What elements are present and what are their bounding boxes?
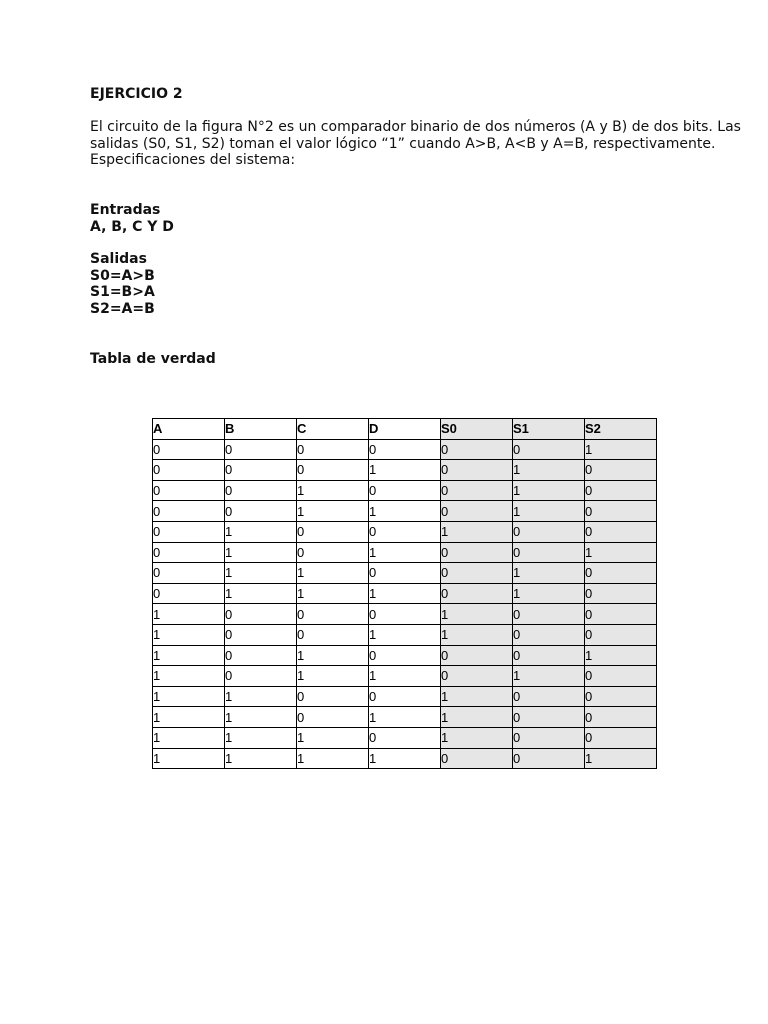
table-cell-s1: 0 [513, 645, 585, 666]
truth-table [152, 418, 657, 769]
truth-table-title: Tabla de verdad [90, 351, 216, 367]
table-cell-b: 0 [225, 480, 297, 501]
table-cell-a: 1 [153, 727, 225, 748]
table-cell-s0: 0 [441, 645, 513, 666]
table-cell-a: 0 [153, 542, 225, 563]
table-cell-b: 0 [225, 645, 297, 666]
output-definition: S0=A>B [90, 267, 155, 284]
table-cell-s2: 0 [585, 707, 657, 728]
table-cell-s1: 0 [513, 686, 585, 707]
table-cell-d: 0 [369, 480, 441, 501]
table-cell-b: 1 [225, 521, 297, 542]
table-cell-c: 0 [297, 542, 369, 563]
table-cell-a: 0 [153, 480, 225, 501]
table-cell-d: 1 [369, 707, 441, 728]
table-cell-a: 1 [153, 686, 225, 707]
table-cell-s0: 1 [441, 604, 513, 625]
table-cell-s2: 1 [585, 542, 657, 563]
table-row [153, 563, 657, 584]
table-cell-s0: 0 [441, 583, 513, 604]
table-cell-d: 1 [369, 460, 441, 481]
table-cell-s0: 0 [441, 439, 513, 460]
table-cell-c: 1 [297, 645, 369, 666]
table-cell-c: 0 [297, 604, 369, 625]
output-definition: S2=A=B [90, 300, 155, 317]
exercise-title: EJERCICIO 2 [90, 86, 183, 102]
table-cell-c: 1 [297, 748, 369, 769]
table-cell-b: 1 [225, 583, 297, 604]
table-cell-c: 0 [297, 707, 369, 728]
table-cell-c: 0 [297, 460, 369, 481]
table-cell-d: 0 [369, 521, 441, 542]
table-cell-c: 0 [297, 686, 369, 707]
table-cell-a: 1 [153, 707, 225, 728]
table-row [153, 460, 657, 481]
table-cell-s1: 0 [513, 707, 585, 728]
table-cell-a: 0 [153, 521, 225, 542]
table-cell-d: 0 [369, 727, 441, 748]
table-cell-s1: 1 [513, 583, 585, 604]
table-cell-d: 1 [369, 501, 441, 522]
table-cell-a: 0 [153, 460, 225, 481]
column-header-s1: S1 [513, 419, 585, 440]
table-row [153, 480, 657, 501]
table-cell-s2: 0 [585, 666, 657, 687]
inputs-section [90, 202, 174, 235]
table-cell-b: 1 [225, 748, 297, 769]
table-cell-s2: 0 [585, 480, 657, 501]
table-cell-a: 0 [153, 563, 225, 584]
table-cell-b: 0 [225, 460, 297, 481]
outputs-heading: Salidas [90, 251, 147, 267]
table-cell-b: 0 [225, 439, 297, 460]
table-cell-c: 1 [297, 501, 369, 522]
table-cell-a: 0 [153, 501, 225, 522]
description-line: Especificaciones del sistema: [90, 152, 296, 168]
table-cell-b: 1 [225, 542, 297, 563]
table-cell-c: 1 [297, 480, 369, 501]
table-cell-s0: 1 [441, 521, 513, 542]
table-cell-s0: 1 [441, 707, 513, 728]
table-cell-a: 1 [153, 666, 225, 687]
table-cell-c: 0 [297, 439, 369, 460]
description-line: salidas (S0, S1, S2) toman el valor lógico “1” cuando A>B, A<B y A=B, respectivamente. [90, 135, 716, 152]
exercise-description [90, 119, 740, 169]
table-row [153, 645, 657, 666]
table-row [153, 439, 657, 460]
table-cell-s1: 1 [513, 480, 585, 501]
table-cell-s0: 0 [441, 748, 513, 769]
table-cell-d: 0 [369, 563, 441, 584]
table-cell-a: 0 [153, 439, 225, 460]
table-cell-c: 1 [297, 666, 369, 687]
table-cell-c: 1 [297, 563, 369, 584]
table-row [153, 748, 657, 769]
table-row [153, 686, 657, 707]
column-header-s2: S2 [585, 419, 657, 440]
column-header-s0: S0 [441, 419, 513, 440]
table-header-row [153, 419, 657, 440]
table-cell-b: 0 [225, 501, 297, 522]
table-cell-s2: 0 [585, 521, 657, 542]
table-row [153, 707, 657, 728]
table-cell-d: 1 [369, 666, 441, 687]
table-cell-d: 0 [369, 439, 441, 460]
table-cell-d: 0 [369, 604, 441, 625]
table-cell-c: 1 [297, 727, 369, 748]
table-cell-s1: 0 [513, 727, 585, 748]
table-cell-s1: 1 [513, 460, 585, 481]
table-row [153, 727, 657, 748]
table-cell-a: 1 [153, 645, 225, 666]
table-cell-s2: 0 [585, 460, 657, 481]
table-cell-c: 1 [297, 583, 369, 604]
table-cell-b: 1 [225, 727, 297, 748]
column-header-b: B [225, 419, 297, 440]
table-row [153, 521, 657, 542]
table-cell-s2: 0 [585, 686, 657, 707]
table-cell-s1: 1 [513, 501, 585, 522]
table-cell-s2: 0 [585, 604, 657, 625]
table-cell-s1: 0 [513, 521, 585, 542]
table-cell-s2: 0 [585, 727, 657, 748]
table-cell-s2: 0 [585, 501, 657, 522]
table-cell-s0: 1 [441, 624, 513, 645]
description-line: El circuito de la figura N°2 es un comparador binario de dos números (A y B) de dos bits. Las [90, 119, 741, 135]
table-cell-s0: 0 [441, 501, 513, 522]
table-cell-a: 0 [153, 583, 225, 604]
table-cell-s1: 0 [513, 439, 585, 460]
table-cell-s1: 0 [513, 748, 585, 769]
table-cell-s1: 1 [513, 563, 585, 584]
table-cell-s2: 1 [585, 748, 657, 769]
truth-table-heading [90, 351, 216, 368]
table-cell-a: 1 [153, 624, 225, 645]
output-definition: S1=B>A [90, 284, 155, 300]
inputs-list: A, B, C Y D [90, 218, 174, 235]
table-cell-d: 1 [369, 624, 441, 645]
table-row [153, 624, 657, 645]
table-cell-b: 1 [225, 707, 297, 728]
table-cell-b: 1 [225, 686, 297, 707]
table-cell-s0: 0 [441, 542, 513, 563]
column-header-d: D [369, 419, 441, 440]
table-row [153, 583, 657, 604]
table-cell-b: 1 [225, 563, 297, 584]
table-cell-s0: 1 [441, 686, 513, 707]
table-cell-s2: 1 [585, 439, 657, 460]
table-cell-a: 1 [153, 748, 225, 769]
table-cell-s0: 0 [441, 480, 513, 501]
inputs-heading: Entradas [90, 202, 161, 218]
table-cell-d: 0 [369, 645, 441, 666]
table-cell-s0: 0 [441, 666, 513, 687]
table-row [153, 666, 657, 687]
table-cell-s2: 0 [585, 624, 657, 645]
table-cell-s1: 0 [513, 604, 585, 625]
table-cell-s2: 0 [585, 563, 657, 584]
table-cell-s2: 0 [585, 583, 657, 604]
table-body [153, 439, 657, 769]
table-row [153, 501, 657, 522]
table-row [153, 604, 657, 625]
table-cell-b: 0 [225, 604, 297, 625]
table-cell-s1: 1 [513, 666, 585, 687]
table-cell-d: 1 [369, 542, 441, 563]
table-cell-s2: 1 [585, 645, 657, 666]
table-row [153, 542, 657, 563]
table-cell-d: 1 [369, 583, 441, 604]
table-cell-s0: 0 [441, 563, 513, 584]
table-cell-d: 0 [369, 686, 441, 707]
table-cell-d: 1 [369, 748, 441, 769]
table-cell-b: 0 [225, 666, 297, 687]
column-header-c: C [297, 419, 369, 440]
column-header-a: A [153, 419, 225, 440]
table-cell-s1: 0 [513, 542, 585, 563]
table-cell-c: 0 [297, 624, 369, 645]
table-cell-a: 1 [153, 604, 225, 625]
table-cell-s1: 0 [513, 624, 585, 645]
outputs-section [90, 251, 155, 317]
table-cell-b: 0 [225, 624, 297, 645]
table-cell-c: 0 [297, 521, 369, 542]
table-cell-s0: 1 [441, 727, 513, 748]
table-cell-s0: 0 [441, 460, 513, 481]
